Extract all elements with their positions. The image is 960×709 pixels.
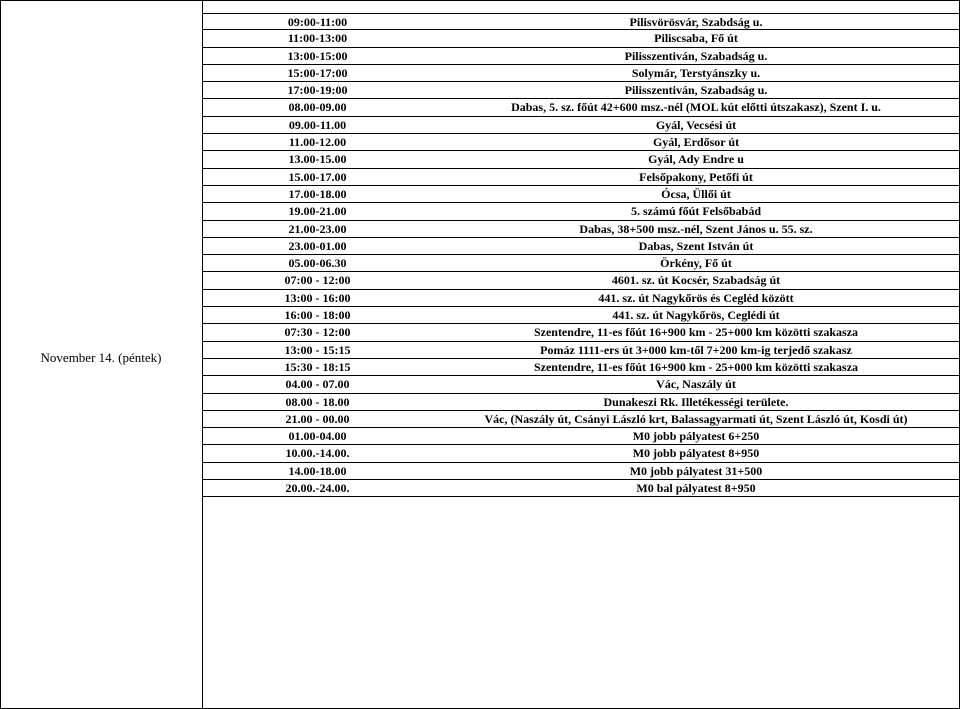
table-row [203, 272, 960, 289]
location-cell: Szentendre, 11-es főút 16+900 km - 25+000 km közötti szakasza [533, 359, 859, 374]
time-cell: 08.00-09.00 [288, 100, 347, 115]
table-row [203, 117, 960, 134]
time-cell: 13:00-15:00 [287, 48, 348, 63]
table-row [203, 445, 960, 462]
time-cell: 04.00 - 07.00 [285, 377, 350, 392]
table-row [203, 376, 960, 393]
time-cell: 07:30 - 12:00 [284, 325, 351, 340]
time-cell: 07:00 - 12:00 [284, 273, 351, 288]
table-row [203, 324, 960, 341]
location-cell: Ócsa, Üllői út [661, 186, 731, 201]
time-cell: 17.00-18.00 [288, 186, 347, 201]
table-row [203, 134, 960, 151]
time-cell: 23.00-01.00 [288, 238, 347, 253]
time-cell: 08.00 - 18.00 [285, 394, 350, 409]
table-row [203, 169, 960, 186]
time-cell: 19.00-21.00 [288, 204, 347, 219]
table-row [203, 65, 960, 82]
location-cell: M0 jobb pályatest 8+950 [632, 446, 760, 461]
location-cell: Gyál, Ady Endre u [648, 152, 744, 167]
table-row [203, 359, 960, 376]
location-cell: M0 jobb pályatest 6+250 [632, 429, 760, 444]
time-cell: 20.00.-24.00. [285, 481, 350, 496]
location-cell: Solymár, Terstyánszky u. [631, 65, 761, 80]
time-cell: 15.00-17.00 [288, 169, 347, 184]
table-row [203, 428, 960, 445]
table-row [203, 151, 960, 168]
time-cell: 15:30 - 18:15 [284, 359, 351, 374]
table-row [203, 238, 960, 255]
location-cell: Gyál, Vecsési út [655, 117, 737, 132]
time-cell: 13.00-15.00 [288, 152, 347, 167]
location-cell: Pilisszentiván, Szabadság u. [624, 83, 768, 98]
time-cell: 21.00 - 00.00 [285, 411, 350, 426]
table-row [203, 48, 960, 65]
location-cell: Pilisvörösvár, Szabdság u. [629, 15, 763, 29]
location-cell: Vác, (Naszály út, Csányi László krt, Balassagyarmati út, Szent László út, Kosdi út) [484, 411, 908, 426]
location-cell: M0 jobb pályatest 31+500 [629, 463, 763, 478]
table-row [203, 13, 960, 30]
time-cell: 14.00-18.00 [288, 463, 347, 478]
location-cell: Dabas, 5. sz. főút 42+600 msz.-nél (MOL kút előtti útszakasz), Szent I. u. [511, 100, 881, 115]
table-row [203, 30, 960, 47]
time-cell: 11.00-12.00 [288, 135, 347, 150]
time-cell: 01.00-04.00 [288, 429, 347, 444]
table-row [203, 342, 960, 359]
location-cell: 441. sz. út Nagykőrös, Ceglédi út [612, 308, 780, 323]
location-cell: Szentendre, 11-es főút 16+900 km - 25+000 km közötti szakasza [533, 325, 859, 340]
table-row [203, 99, 960, 116]
time-cell: 17:00-19:00 [287, 83, 348, 98]
table-row [203, 480, 960, 497]
schedule-table [203, 13, 960, 497]
time-cell: 21.00-23.00 [288, 221, 347, 236]
table-row [203, 290, 960, 307]
date-column [0, 0, 203, 709]
time-cell: 16:00 - 18:00 [284, 308, 351, 323]
time-cell: 09:00-11:00 [287, 15, 348, 29]
location-cell: Dabas, Szent István út [638, 238, 754, 253]
location-cell: Vác, Naszály út [656, 377, 736, 392]
location-cell: 441. sz. út Nagykőrös és Cegléd között [598, 290, 794, 305]
location-cell: 4601. sz. út Kocsér, Szabadság út [611, 273, 781, 288]
location-cell: Felsőpakony, Petőfi út [639, 169, 753, 184]
location-cell: Dabas, 38+500 msz.-nél, Szent János u. 55. sz. [579, 221, 813, 236]
table-row [203, 411, 960, 428]
location-cell: Pomáz 1111-ers út 3+000 km-től 7+200 km-ig terjedő szakasz [540, 342, 852, 357]
table-row [203, 307, 960, 324]
table-row [203, 394, 960, 411]
time-cell: 05.00-06.30 [288, 256, 347, 271]
location-cell: Pilisszentiván, Szabadság u. [624, 48, 768, 63]
date-label: November 14. (péntek) [40, 349, 162, 365]
time-cell: 11:00-13:00 [287, 31, 348, 46]
table-row [203, 186, 960, 203]
time-cell: 13:00 - 15:15 [284, 342, 351, 357]
time-cell: 10.00.-14.00. [285, 446, 350, 461]
location-cell: M0 bal pályatest 8+950 [636, 481, 756, 496]
location-cell: Örkény, Fő út [660, 256, 732, 271]
location-cell: Dunakeszi Rk. Illetékességi területe. [603, 394, 789, 409]
table-row [203, 82, 960, 99]
table-row [203, 203, 960, 220]
time-cell: 09.00-11.00 [288, 117, 347, 132]
location-cell: Piliscsaba, Fő út [654, 31, 738, 46]
location-cell: 5. számú főút Felsőbabád [630, 204, 761, 219]
table-row [203, 255, 960, 272]
location-cell: Gyál, Erdősor út [652, 135, 740, 150]
time-cell: 13:00 - 16:00 [284, 290, 351, 305]
table-row [203, 463, 960, 480]
table-row [203, 221, 960, 238]
time-cell: 15:00-17:00 [287, 65, 348, 80]
